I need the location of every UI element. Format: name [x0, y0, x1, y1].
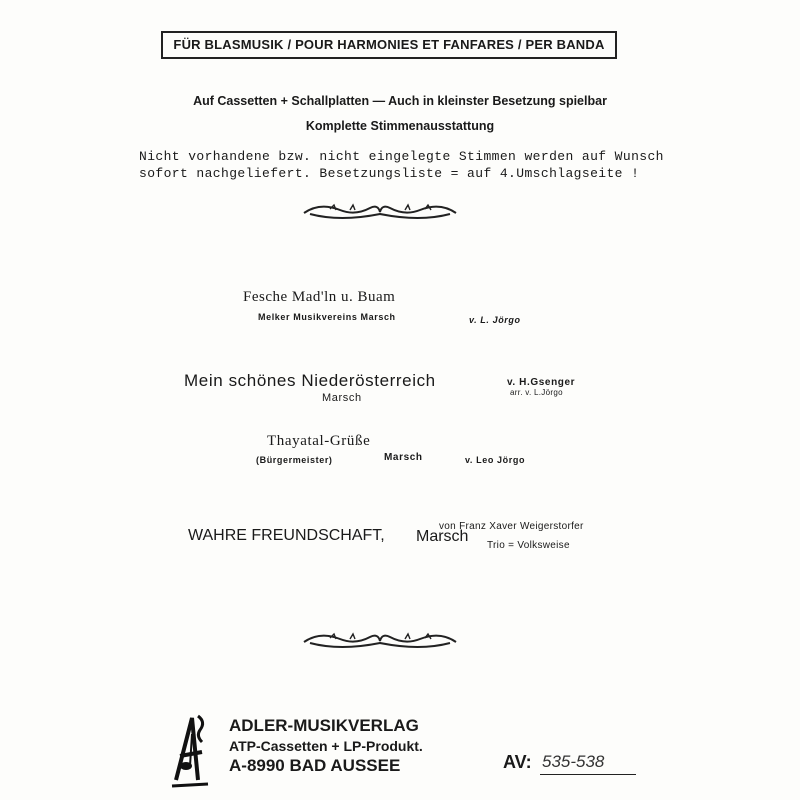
work-1-title: Fesche Mad'ln u. Buam [243, 289, 396, 305]
catalog-underline [540, 774, 636, 775]
header-banner: FÜR BLASMUSIK / POUR HARMONIES ET FANFARES / PER BANDA [161, 31, 617, 59]
publisher-line-2: ATP-Cassetten + LP-Produkt. [229, 738, 423, 754]
work-2-subtitle: Marsch [322, 392, 362, 404]
work-4-title: WAHRE FREUNDSCHAFT, [188, 527, 385, 544]
availability-note-1: Nicht vorhandene bzw. nicht eingelegte Stimmen werden auf Wunsch [139, 149, 664, 164]
work-2-arranger: arr. v. L.Jörgo [510, 388, 563, 397]
availability-note-2: sofort nachgeliefert. Besetzungsliste = auf 4.Umschlagseite ! [139, 166, 640, 181]
work-4-subtitle: Marsch [416, 528, 469, 545]
ornament-divider-top [300, 200, 460, 224]
work-4-note: Trio = Volksweise [487, 540, 570, 551]
ornament-divider-bottom [300, 629, 460, 653]
publisher-name: ADLER-MUSIKVERLAG [229, 716, 419, 735]
work-3-title: Thayatal-Grüße [267, 433, 371, 449]
publisher-logo-icon [168, 708, 216, 790]
work-3-subtitle: Marsch [384, 452, 423, 463]
work-2-title: Mein schönes Niederösterreich [184, 371, 436, 390]
intro-line-2: Komplette Stimmenausstattung [305, 119, 495, 133]
work-2-composer: v. H.Gsenger [507, 377, 576, 388]
catalog-number: 535-538 [542, 752, 605, 771]
intro-line-1: Auf Cassetten + Schallplatten — Auch in kleinster Besetzung spielbar [193, 94, 607, 108]
work-3-composer: v. Leo Jörgo [465, 455, 526, 465]
publisher-address: A-8990 BAD AUSSEE [229, 756, 401, 775]
work-1-composer: v. L. Jörgo [469, 315, 521, 325]
work-4-composer: von Franz Xaver Weigerstorfer [439, 521, 584, 532]
work-1-subtitle: Melker Musikvereins Marsch [258, 312, 396, 322]
work-3-extra: (Bürgermeister) [256, 455, 333, 465]
catalog-label: AV: [503, 752, 532, 772]
